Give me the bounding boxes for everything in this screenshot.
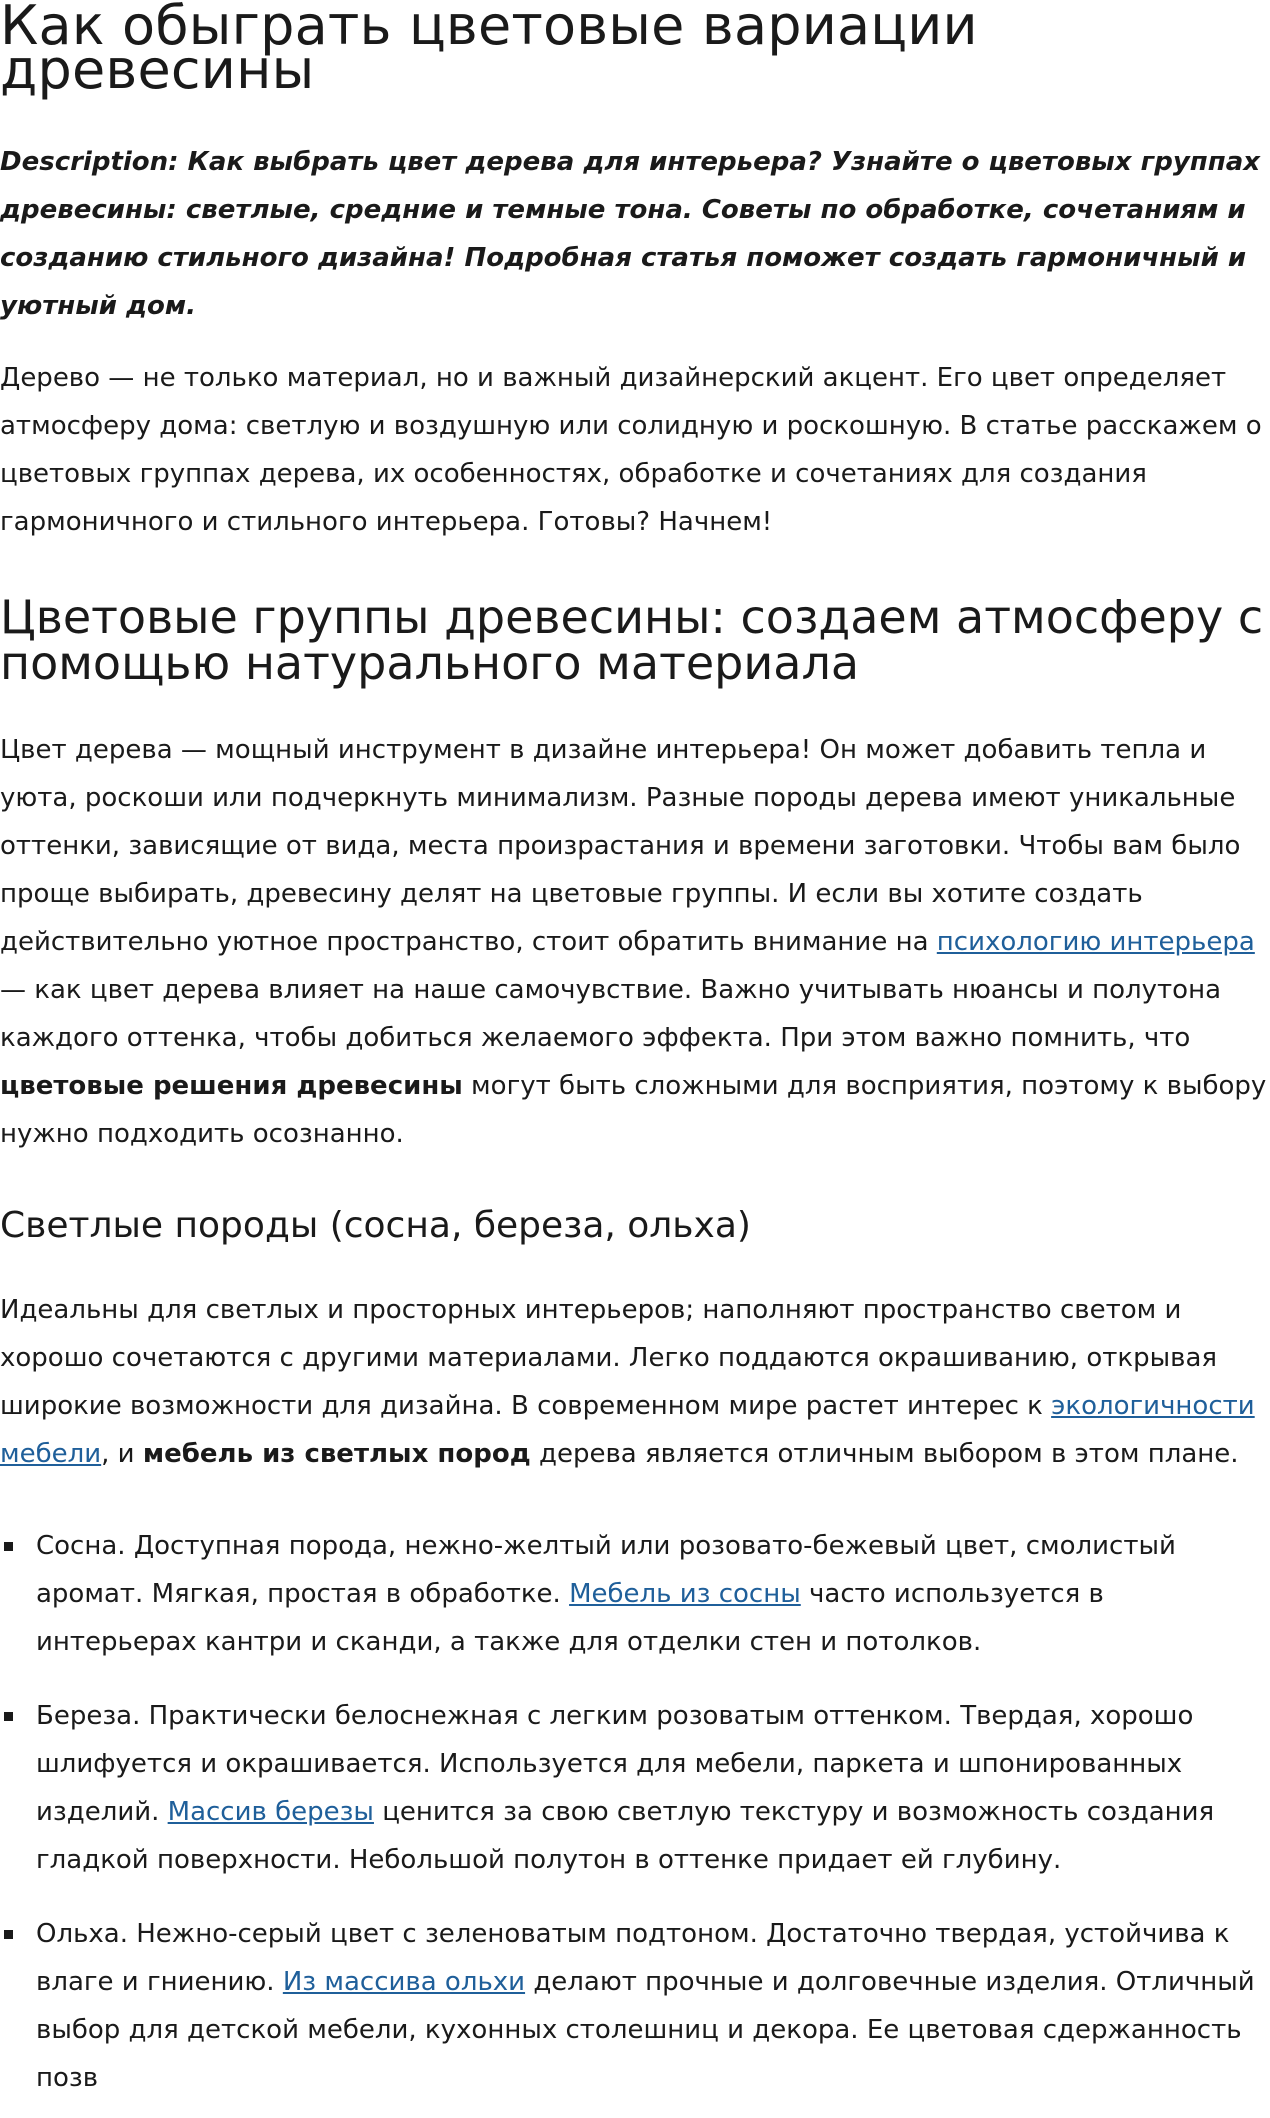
intro-paragraph: Дерево — не только материал, но и важный дизайнерский акцент. Его цвет определяет атмосферу дома: светлую и воздушную или солидную и роскошную. В статье расскажем о цветовых группах дерева, их особенностях, обработке и сочетаниях для создания гармоничного и стильного интерьера. Готовы? Начнем! — [0, 363, 1262, 537]
birch-massif-link[interactable]: Массив березы — [167, 1797, 374, 1827]
article-description: Description: Как выбрать цвет дерева для интерьера? Узнайте о цветовых группах древесины: светлые, средние и темные тона. Советы по обработке, сочетаниям и созданию стильного дизайна! Подробная статья поможет создать гармоничный и уютный дом. — [0, 147, 1261, 321]
light-woods-paragraph — [0, 1286, 1268, 1478]
color-groups-paragraph — [0, 726, 1268, 1158]
article-title: Как обыграть цветовые вариации древесины — [0, 0, 978, 101]
square-bullet-icon — [4, 1930, 13, 1939]
list-item-text: Береза. Практически белоснежная с легким розоватым оттенком. Твердая, хорошо шлифуется и окрашивается. Используется для мебели, паркета и шпонированных изделий. — [36, 1701, 1194, 1827]
bold-light-furniture: мебель из светлых пород — [142, 1439, 531, 1469]
section-heading-light-woods: Светлые породы (сосна, береза, ольха) — [0, 1205, 751, 1246]
paragraph-text: Цвет дерева — мощный инструмент в дизайне интерьера! Он может добавить тепла и уюта, роскоши или подчеркнуть минимализм. Разные породы дерева имеют уникальные оттенки, зависящие от вида, места произрастания и времени заготовки. Чтобы вам было проще выбирать, древесину делят на цветовые группы. И если вы хотите создать действительно уютное пространство, стоит обратить внимание на — [0, 735, 1241, 957]
alder-massif-link[interactable]: Из массива ольхи — [282, 1967, 526, 1997]
light-woods-list — [0, 1522, 1270, 2102]
pine-furniture-link[interactable]: Мебель из сосны — [569, 1579, 801, 1609]
list-item-text: Сосна. Доступная порода, нежно-желтый или розовато-бежевый цвет, смолистый аромат. Мягкая, простая в обработке. — [36, 1531, 1176, 1609]
paragraph-text: могут быть сложными для восприятия, поэтому к выбору нужно подходить осознанно. — [0, 1071, 1267, 1149]
list-item-alder — [0, 1910, 1268, 2102]
list-item-text: ценится за свою светлую текстуру и возможность создания гладкой поверхности. Небольшой полутон в оттенке придает ей глубину. — [36, 1797, 1215, 1875]
list-item-text: делают прочные и долговечные изделия. Отличный выбор для детской мебели, кухонных столешниц и декора. Ее цветовая сдержанность позв — [36, 1967, 1255, 2093]
square-bullet-icon — [4, 1712, 13, 1721]
paragraph-text: дерева является отличным выбором в этом плане. — [530, 1439, 1239, 1469]
paragraph-text: — как цвет дерева влияет на наше самочувствие. Важно учитывать нюансы и полутона каждого оттенка, чтобы добиться желаемого эффекта. При этом важно помнить, что — [0, 975, 1221, 1053]
square-bullet-icon — [4, 1542, 13, 1551]
list-item-text: Ольха. Нежно-серый цвет с зеленоватым подтоном. Достаточно твердая, устойчива к влаге и гниению. — [36, 1919, 1230, 1997]
list-item-text: часто используется в интерьерах кантри и сканди, а также для отделки стен и потолков. — [36, 1579, 1104, 1657]
paragraph-text: , и — [101, 1439, 143, 1469]
section-heading-color-groups: Цветовые группы древесины: создаем атмосферу с помощью натурального материала — [0, 590, 1264, 690]
list-item-pine — [0, 1522, 1268, 1666]
bold-color-solutions: цветовые решения древесины — [0, 1071, 463, 1101]
paragraph-text: Идеальны для светлых и просторных интерьеров; наполняют пространство светом и хорошо сочетаются с другими материалами. Легко поддаются окрашиванию, открывая широкие возможности для дизайна. В современном мире растет интерес к — [0, 1295, 1218, 1421]
ecology-furniture-link[interactable]: экологичности мебели — [0, 1391, 1255, 1469]
list-item-birch — [0, 1692, 1268, 1884]
psychology-interior-link[interactable]: психологию интерьера — [936, 927, 1255, 957]
